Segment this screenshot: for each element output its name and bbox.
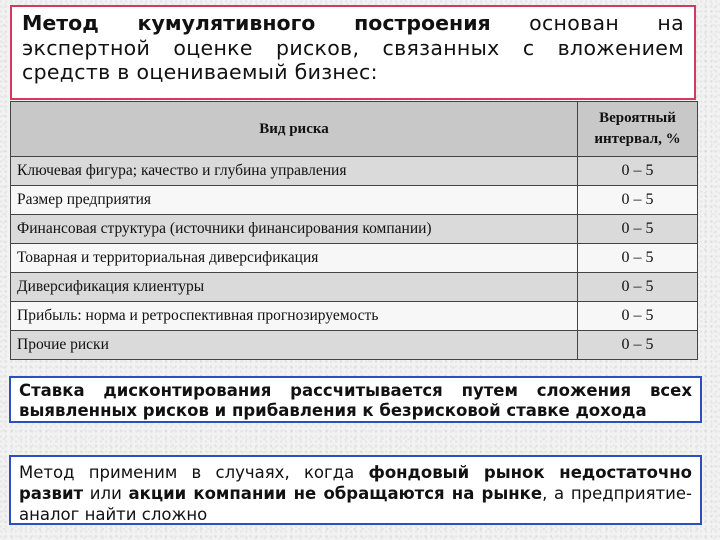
table-row bbox=[11, 244, 698, 273]
risk-range: 0 – 5 bbox=[578, 186, 698, 215]
risk-name: Ключевая фигура; качество и глубина управления bbox=[11, 157, 578, 186]
risk-range: 0 – 5 bbox=[578, 157, 698, 186]
risk-name: Прибыль: норма и ретроспективная прогнозируемость bbox=[11, 302, 578, 331]
applicability-condition-market: фондовый рынок недостаточно развит bbox=[19, 463, 693, 503]
applicability-part2: или bbox=[83, 484, 129, 503]
header-range-line2: интервал, % bbox=[594, 131, 681, 147]
header-probable-range bbox=[578, 102, 698, 157]
intro-description: основан на экспертной оценке рисков, связанных с вложением средств в оцениваемый бизнес: bbox=[22, 11, 684, 84]
table-header-row bbox=[11, 102, 698, 157]
risk-name: Прочие риски bbox=[11, 331, 578, 360]
applicability-part3: , а предприятие-аналог найти сложно bbox=[19, 484, 692, 524]
risk-name: Товарная и территориальная диверсификация bbox=[11, 244, 578, 273]
table-row bbox=[11, 302, 698, 331]
intro-text bbox=[22, 11, 684, 85]
table-row bbox=[11, 273, 698, 302]
table-row bbox=[11, 331, 698, 360]
applicability-text bbox=[19, 462, 692, 525]
table-row bbox=[11, 186, 698, 215]
risk-range: 0 – 5 bbox=[578, 244, 698, 273]
applicability-condition-shares: акции компании не обращаются на рынке bbox=[128, 484, 543, 503]
discount-rate-note bbox=[9, 376, 702, 423]
risk-range: 0 – 5 bbox=[578, 273, 698, 302]
discount-rate-text: Ставка дисконтирования рассчитывается путем сложения всех выявленных рисков и прибавления к безрисковой ставке дохода bbox=[19, 381, 692, 420]
intro-method-name: Метод кумулятивного построения bbox=[22, 11, 491, 35]
risk-range: 0 – 5 bbox=[578, 215, 698, 244]
risk-name: Финансовая структура (источники финансирования компании) bbox=[11, 215, 578, 244]
table-row bbox=[11, 157, 698, 186]
risk-range: 0 – 5 bbox=[578, 331, 698, 360]
applicability-part1: Метод применим в случаях, когда bbox=[19, 463, 369, 482]
header-range-line1: Вероятный bbox=[599, 110, 676, 126]
intro-box bbox=[10, 5, 696, 100]
table-row bbox=[11, 215, 698, 244]
risk-range: 0 – 5 bbox=[578, 302, 698, 331]
risk-table bbox=[10, 101, 698, 360]
risk-table-container bbox=[10, 101, 697, 358]
risk-name: Диверсификация клиентуры bbox=[11, 273, 578, 302]
applicability-note bbox=[9, 455, 702, 525]
header-risk-type: Вид риска bbox=[11, 102, 578, 157]
risk-name: Размер предприятия bbox=[11, 186, 578, 215]
